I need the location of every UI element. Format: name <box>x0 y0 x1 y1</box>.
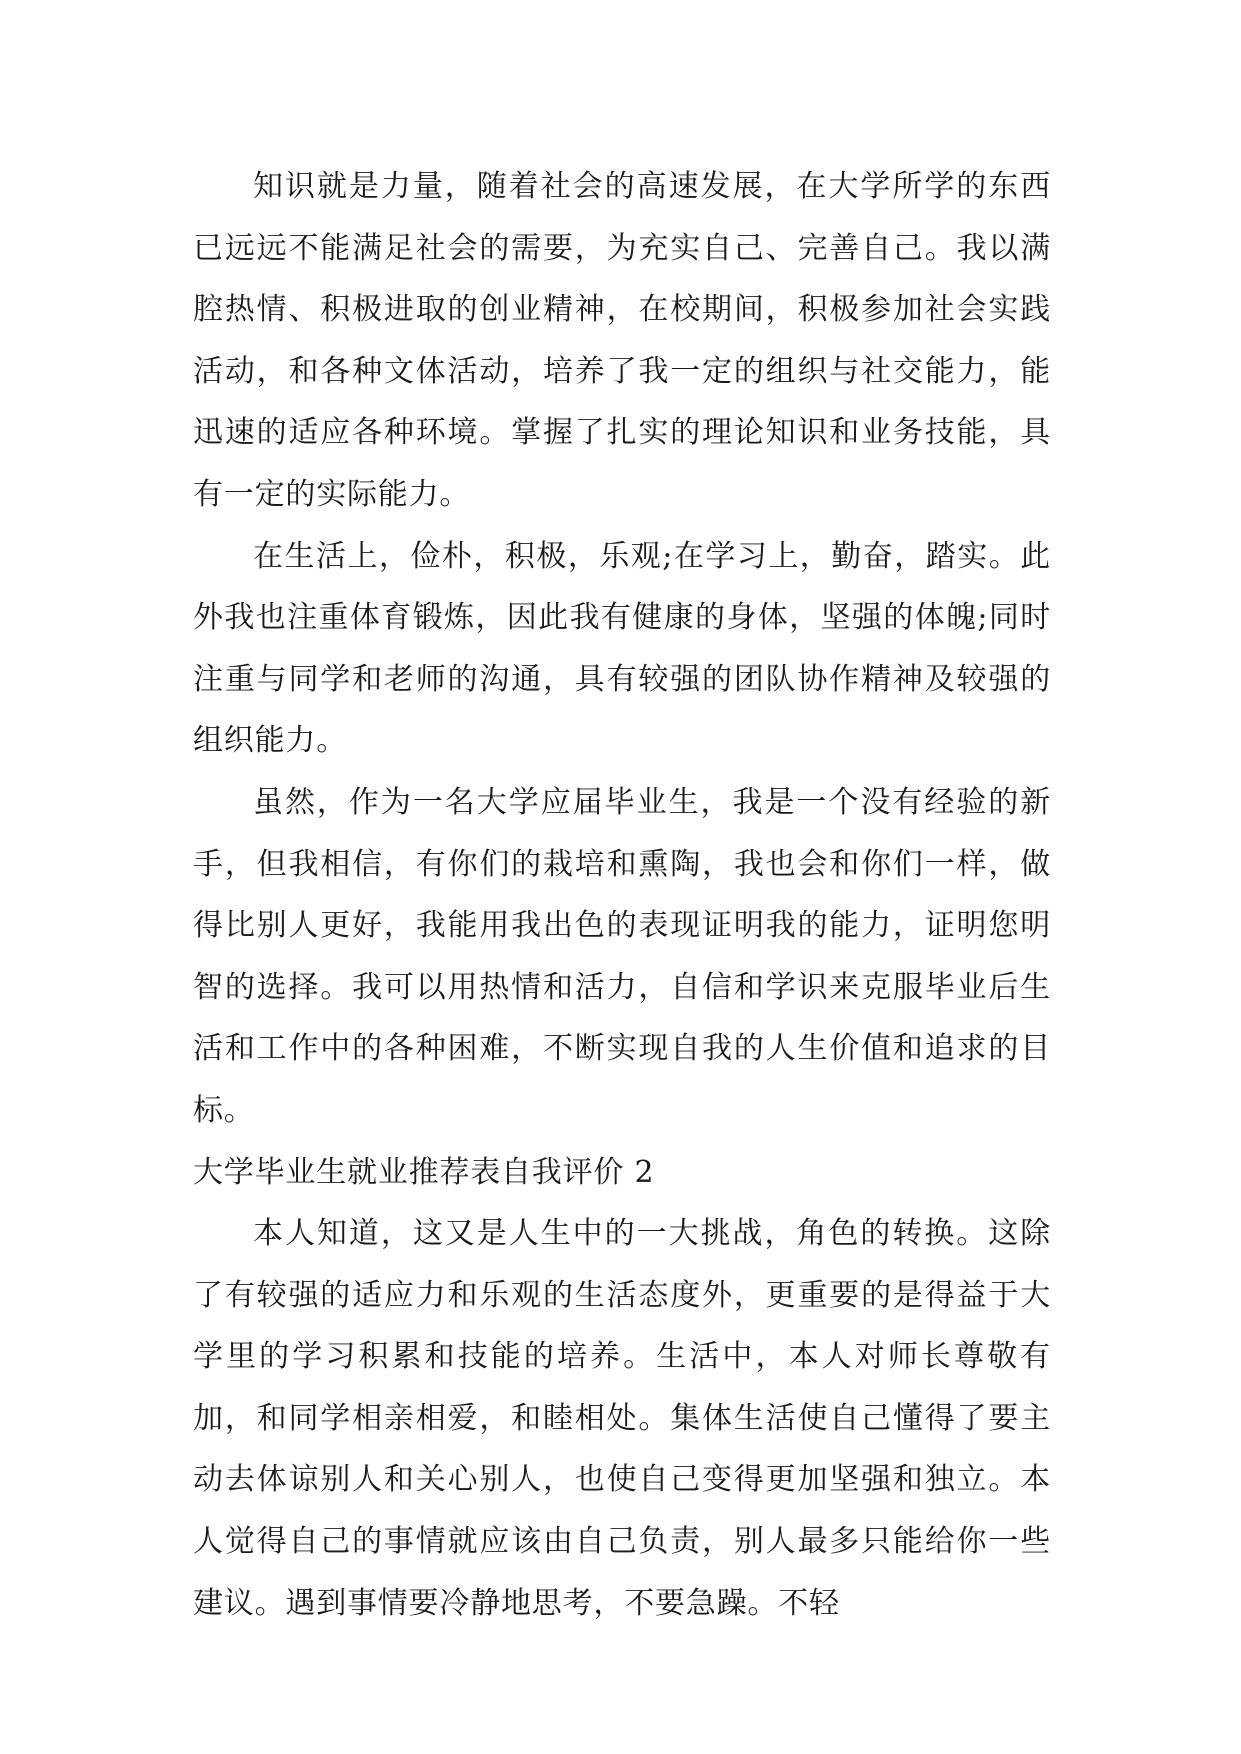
document-body <box>193 156 1051 1634</box>
paragraph-4: 本人知道，这又是人生中的一大挑战，角色的转换。这除了有较强的适应力和乐观的生活态度外，更重要的是得益于大学里的学习积累和技能的培养。生活中，本人对师长尊敬有加，和同学相亲相爱，和睦相处。集体生活使自己懂得了要主动去体谅别人和关心别人，也使自己变得更加坚强和独立。本人觉得自己的事情就应该由自己负责，别人最多只能给你一些建议。遇到事情要冷静地思考，不要急躁。不轻 <box>193 1216 1051 1621</box>
paragraph-1: 知识就是力量，随着社会的高速发展，在大学所学的东西已远远不能满足社会的需要，为充实自己、完善自己。我以满腔热情、积极进取的创业精神，在校期间，积极参加社会实践活动，和各种文体活动，培养了我一定的组织与社交能力，能迅速的适应各种环境。掌握了扎实的理论知识和业务技能，具有一定的实际能力。 <box>193 169 1051 512</box>
section-heading: 大学毕业生就业推荐表自我评价 2 <box>193 1154 655 1190</box>
paragraph-2: 在生活上，俭朴，积极，乐观;在学习上，勤奋，踏实。此外我也注重体育锻炼，因此我有健康的身体，坚强的体魄;同时注重与同学和老师的沟通，具有较强的团队协作精神及较强的组织能力。 <box>193 538 1051 759</box>
paragraph-3: 虽然，作为一名大学应届毕业生，我是一个没有经验的新手，但我相信，有你们的栽培和熏陶，我也会和你们一样，做得比别人更好，我能用我出色的表现证明我的能力，证明您明智的选择。我可以用热情和活力，自信和学识来克服毕业后生活和工作中的各种困难，不断实现自我的人生价值和追求的目标。 <box>193 784 1051 1128</box>
